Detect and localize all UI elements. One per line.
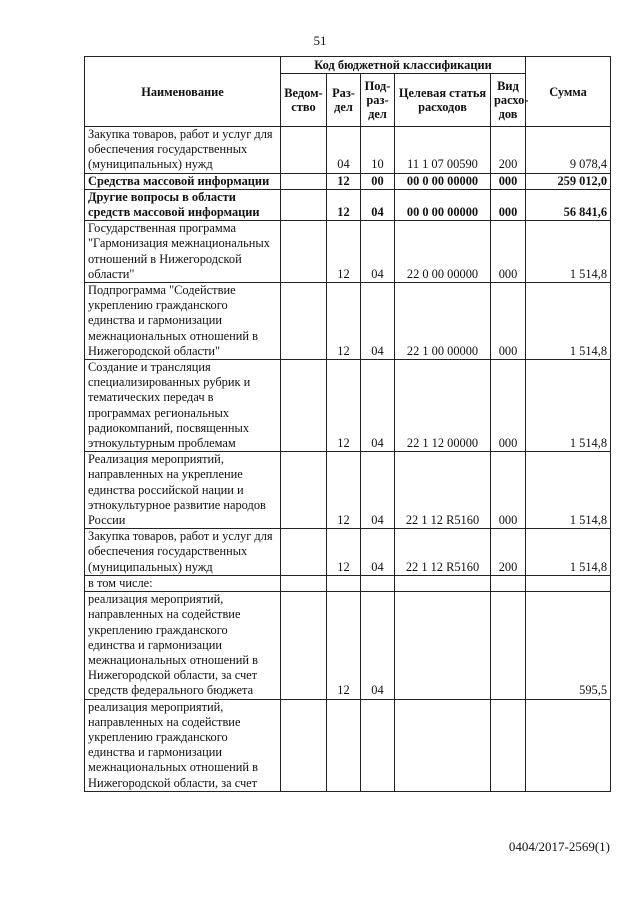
table-row <box>85 189 611 220</box>
table-row <box>85 127 611 174</box>
row-podrazdel: 10 <box>361 127 395 174</box>
row-razdel: 04 <box>327 127 361 174</box>
row-vedomstvo <box>281 173 327 189</box>
row-podrazdel: 04 <box>361 592 395 699</box>
row-expense-type: 000 <box>491 173 526 189</box>
row-razdel: 12 <box>327 529 361 576</box>
row-expense-type <box>491 592 526 699</box>
header-sum: Сумма <box>526 57 611 127</box>
row-name: Реализация мероприятий, направленных на укрепление единства российской нации и этнокультурное развитие народов России <box>85 452 281 529</box>
page-number: 51 <box>313 33 327 48</box>
row-target-article: 00 0 00 00000 <box>395 173 491 189</box>
table-row <box>85 529 611 576</box>
row-expense-type <box>491 699 526 791</box>
row-vedomstvo <box>281 360 327 452</box>
header-razdel: Раз-дел <box>327 74 361 127</box>
row-podrazdel: 04 <box>361 189 395 220</box>
table-row <box>85 592 611 699</box>
table-row <box>85 699 611 791</box>
row-name: в том числе: <box>85 575 281 591</box>
row-target-article: 22 1 12 R5160 <box>395 452 491 529</box>
row-razdel: 12 <box>327 283 361 360</box>
header-podrazdel: Под-раз-дел <box>361 74 395 127</box>
table-row <box>85 360 611 452</box>
row-target-article <box>395 699 491 791</box>
row-name: Подпрограмма "Содействие укреплению гражданского единства и гармонизации межнациональных отношений в Нижегородской области" <box>85 283 281 360</box>
row-sum: 56 841,6 <box>526 189 611 220</box>
table-row <box>85 283 611 360</box>
row-vedomstvo <box>281 699 327 791</box>
row-target-article: 22 0 00 00000 <box>395 221 491 283</box>
header-name: Наименование <box>85 57 281 127</box>
row-name: Закупка товаров, работ и услуг для обеспечения государственных (муниципальных) нужд <box>85 127 281 174</box>
row-name: Государственная программа "Гармонизация межнациональных отношений в Нижегородской области" <box>85 221 281 283</box>
row-target-article: 22 1 12 R5160 <box>395 529 491 576</box>
table-row <box>85 173 611 189</box>
row-expense-type: 200 <box>491 127 526 174</box>
row-name: реализация мероприятий, направленных на содействие укреплению гражданского единства и гармонизации межнациональных отношений в Нижегородской области, за счет средств федерального бюджета <box>85 592 281 699</box>
row-razdel: 12 <box>327 189 361 220</box>
header-classification-group: Код бюджетной классификации <box>281 57 526 74</box>
row-podrazdel: 04 <box>361 529 395 576</box>
row-target-article <box>395 592 491 699</box>
row-name: Другие вопросы в области средств массовой информации <box>85 189 281 220</box>
row-expense-type: 000 <box>491 189 526 220</box>
row-podrazdel <box>361 699 395 791</box>
table-row <box>85 221 611 283</box>
row-expense-type: 000 <box>491 283 526 360</box>
row-name: Средства массовой информации <box>85 173 281 189</box>
row-podrazdel <box>361 575 395 591</box>
row-vedomstvo <box>281 283 327 360</box>
row-expense-type: 000 <box>491 221 526 283</box>
row-razdel <box>327 699 361 791</box>
row-vedomstvo <box>281 127 327 174</box>
row-expense-type <box>491 575 526 591</box>
row-target-article: 11 1 07 00590 <box>395 127 491 174</box>
row-name: реализация мероприятий, направленных на содействие укреплению гражданского единства и гармонизации межнациональных отношений в Нижегородской области, за счет <box>85 699 281 791</box>
row-target-article: 22 1 00 00000 <box>395 283 491 360</box>
row-sum: 1 514,8 <box>526 529 611 576</box>
row-vedomstvo <box>281 189 327 220</box>
row-expense-type: 000 <box>491 452 526 529</box>
row-vedomstvo <box>281 592 327 699</box>
row-sum: 1 514,8 <box>526 452 611 529</box>
row-razdel: 12 <box>327 452 361 529</box>
row-razdel: 12 <box>327 221 361 283</box>
row-sum <box>526 575 611 591</box>
row-vedomstvo <box>281 529 327 576</box>
row-expense-type: 200 <box>491 529 526 576</box>
header-expense-type: Вид расхо-дов <box>491 74 526 127</box>
row-sum: 1 514,8 <box>526 221 611 283</box>
header-target-article: Целевая статья расходов <box>395 74 491 127</box>
row-podrazdel: 04 <box>361 221 395 283</box>
row-razdel: 12 <box>327 592 361 699</box>
row-sum: 259 012,0 <box>526 173 611 189</box>
row-vedomstvo <box>281 452 327 529</box>
row-sum <box>526 699 611 791</box>
row-name: Создание и трансляция специализированных рубрик и тематических передач в программах региональных радиокомпаний, посвященных этнокультурным проблемам <box>85 360 281 452</box>
table-row <box>85 452 611 529</box>
row-podrazdel: 04 <box>361 360 395 452</box>
row-razdel: 12 <box>327 173 361 189</box>
document-code: 0404/2017-2569(1) <box>508 839 610 854</box>
row-razdel: 12 <box>327 360 361 452</box>
row-vedomstvo <box>281 221 327 283</box>
row-target-article <box>395 575 491 591</box>
row-sum: 1 514,8 <box>526 283 611 360</box>
row-sum: 595,5 <box>526 592 611 699</box>
row-vedomstvo <box>281 575 327 591</box>
header-vedomstvo: Ведом-ство <box>281 74 327 127</box>
row-podrazdel: 04 <box>361 283 395 360</box>
row-sum: 9 078,4 <box>526 127 611 174</box>
row-expense-type: 000 <box>491 360 526 452</box>
row-podrazdel: 00 <box>361 173 395 189</box>
row-razdel <box>327 575 361 591</box>
row-name: Закупка товаров, работ и услуг для обеспечения государственных (муниципальных) нужд <box>85 529 281 576</box>
row-podrazdel: 04 <box>361 452 395 529</box>
budget-table <box>84 56 611 792</box>
row-sum: 1 514,8 <box>526 360 611 452</box>
row-target-article: 22 1 12 00000 <box>395 360 491 452</box>
row-target-article: 00 0 00 00000 <box>395 189 491 220</box>
table-row <box>85 575 611 591</box>
